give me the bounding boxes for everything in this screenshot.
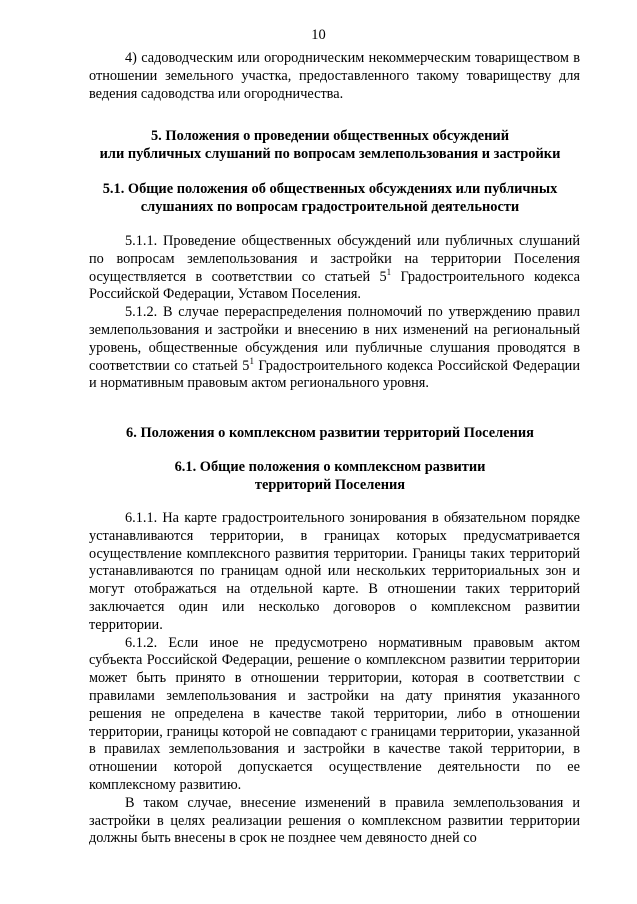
subsection-6-1-heading: [60, 458, 600, 494]
paragraph-5-1-1-text-b: Градостроительного кодекса Российской Федерации, Уставом Поселения.: [89, 268, 580, 303]
paragraph-5-1-1-text-a: 5.1.1. Проведение общественных обсуждений или публичных слушаний по вопросам землепользования и застройки на территории Поселения осуществляется в соответствии со статьей 5: [89, 233, 580, 285]
section-6-heading: [60, 424, 600, 442]
section-6-heading-line-1: 6. Положения о комплексном развитии территорий Поселения: [126, 425, 534, 441]
section-5-body: [89, 233, 580, 393]
paragraph-closing: В таком случае, внесение изменений в правила землепользования и застройки в целях реализации решения о комплексном развитии территории должны быть внесены в срок не позднее чем девяносто дней со: [89, 794, 580, 847]
paragraph-6-1-2: 6.1.2. Если иное не предусмотрено нормативным правовым актом субъекта Российской Федерации, решение о комплексном развитии территории может быть принято в отношении территории, которая в соответствии с правилами землепользования и застройки на дату принятия указанного решения не определена в качестве такой территории, либо в отношении территории, границы которой не совпадают с границами территории, указанной в правилах землепользования и застройки в качестве такой территории, в отношении которой допускается осуществление деятельности по ее комплексному развитию.: [89, 634, 580, 793]
subsection-5-1-heading: [60, 180, 600, 216]
paragraph-5-1-2-superscript: 1: [249, 355, 254, 366]
subsection-6-1-heading-line-2: территорий Поселения: [254, 477, 406, 493]
subsection-5-1-heading-line-2: слушаниях по вопросам градостроительной деятельности: [140, 199, 520, 215]
paragraph-5-1-2: [89, 304, 580, 393]
intro-paragraph: 4) садоводческим или огородническим некоммерческим товариществом в отношении земельного участка, предоставленного такому товариществу для ведения садоводства или огородничества.: [89, 50, 580, 102]
page-number: 10: [311, 27, 326, 43]
paragraph-6-1-1: 6.1.1. На карте градостроительного зонирования в обязательном порядке устанавливаются территории, в границах которых предусматривается осуществление комплексного развития территории. Границы таких территорий устанавливаются по границам одной или нескольких территориальных зон и могут отображаться на отдельной карте. В отношении таких территорий заключается один или несколько договоров о комплексном развитии территории.: [89, 510, 580, 633]
paragraph-5-1-1-superscript: 1: [386, 266, 392, 277]
paragraph-5-1-1: [89, 233, 580, 304]
subsection-6-1-heading-line-1: 6.1. Общие положения о комплексном развитии: [174, 459, 486, 475]
paragraph-5-1-2-text-a: 5.1.2. В случае перераспределения полномочий по утверждению правил землепользования и застройки и внесению в них изменений на региональный уровень, общественные обсуждения или публичные слушания проводятся в соответствии со статьей 5: [89, 304, 580, 374]
section-5-heading-line-1: 5. Положения о проведении общественных обсуждений: [150, 128, 510, 144]
subsection-5-1-heading-line-1: 5.1. Общие положения об общественных обсуждениях или публичных: [102, 181, 558, 197]
section-6-body: [89, 510, 580, 848]
section-5-heading-line-2: или публичных слушаний по вопросам землепользования и застройки: [99, 146, 561, 162]
intro-block: [89, 50, 580, 103]
paragraph-5-1-2-text-b: Градостроительного кодекса Российской Федерации и нормативным правовым актом регионального уровня.: [89, 357, 580, 392]
section-5-heading: [60, 127, 600, 163]
